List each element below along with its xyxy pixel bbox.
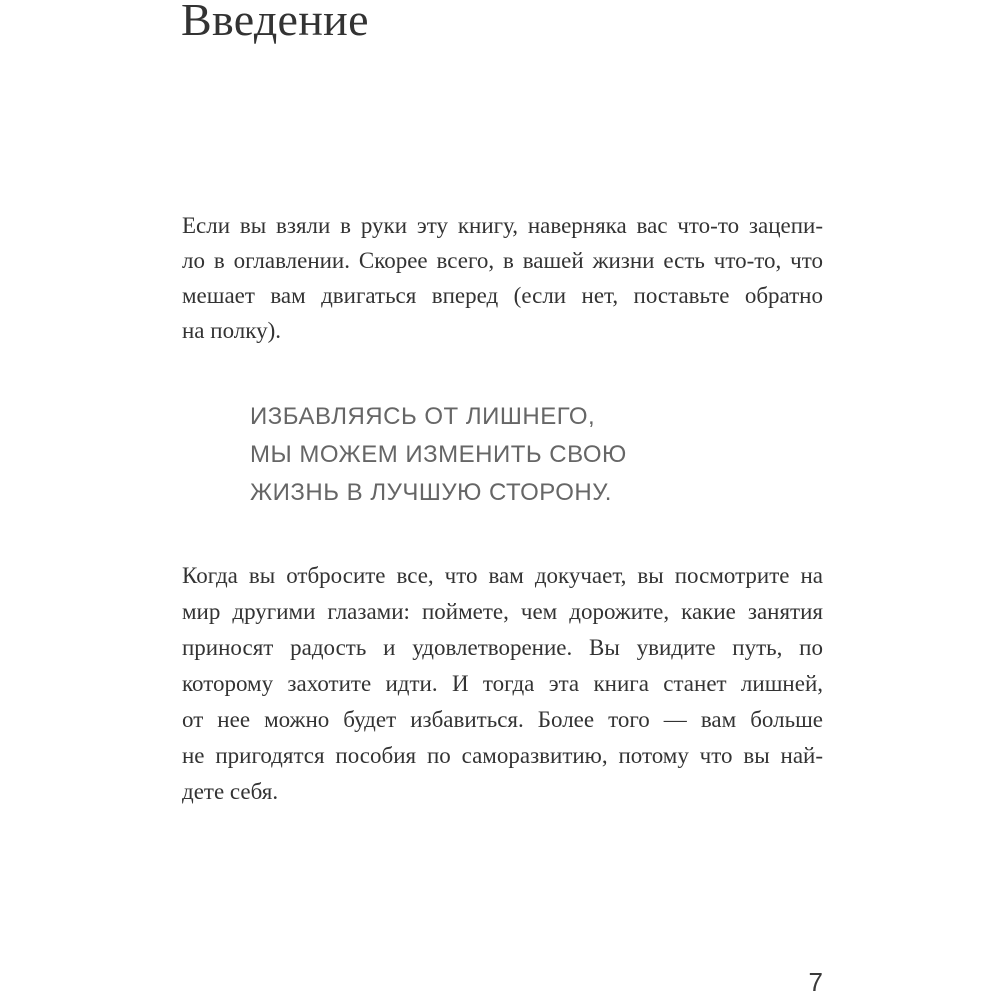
text-line: Когда вы отбросите все, что вам докучает, вы посмотрите на [182, 563, 823, 588]
chapter-title: Введение [181, 0, 369, 45]
text-line: приносят радость и удовлетворение. Вы увидите путь, по [182, 635, 823, 660]
text-line: дете себя. [182, 779, 279, 804]
text-line: которому захотите идти. И тогда эта книга станет лишней, [182, 671, 823, 696]
text-line: мешает вам двигаться вперед (если нет, поставьте обратно [182, 283, 823, 308]
body-paragraph-1 [182, 208, 823, 348]
text-line: мир другими глазами: поймете, чем дорожите, какие занятия [182, 599, 823, 624]
page-number: 7 [808, 967, 823, 997]
text-line: Если вы взяли в руки эту книгу, наверняка вас что-то зацепи- [182, 213, 823, 238]
text-line: на полку). [182, 318, 282, 343]
text-line: от нее можно будет избавиться. Более того — вам больше [182, 707, 823, 732]
text-line: ИЗБАВЛЯЯСЬ ОТ ЛИШНЕГО, [250, 403, 596, 430]
text-line: ло в оглавлении. Скорее всего, в вашей жизни есть что-то, что [182, 248, 823, 273]
text-line: МЫ МОЖЕМ ИЗМЕНИТЬ СВОЮ [250, 441, 627, 468]
text-line: ЖИЗНЬ В ЛУЧШУЮ СТОРОНУ. [250, 479, 612, 506]
pull-quote [250, 398, 810, 512]
text-line: не пригодятся пособия по саморазвитию, потому что вы най- [182, 743, 823, 768]
body-paragraph-2 [182, 558, 823, 810]
